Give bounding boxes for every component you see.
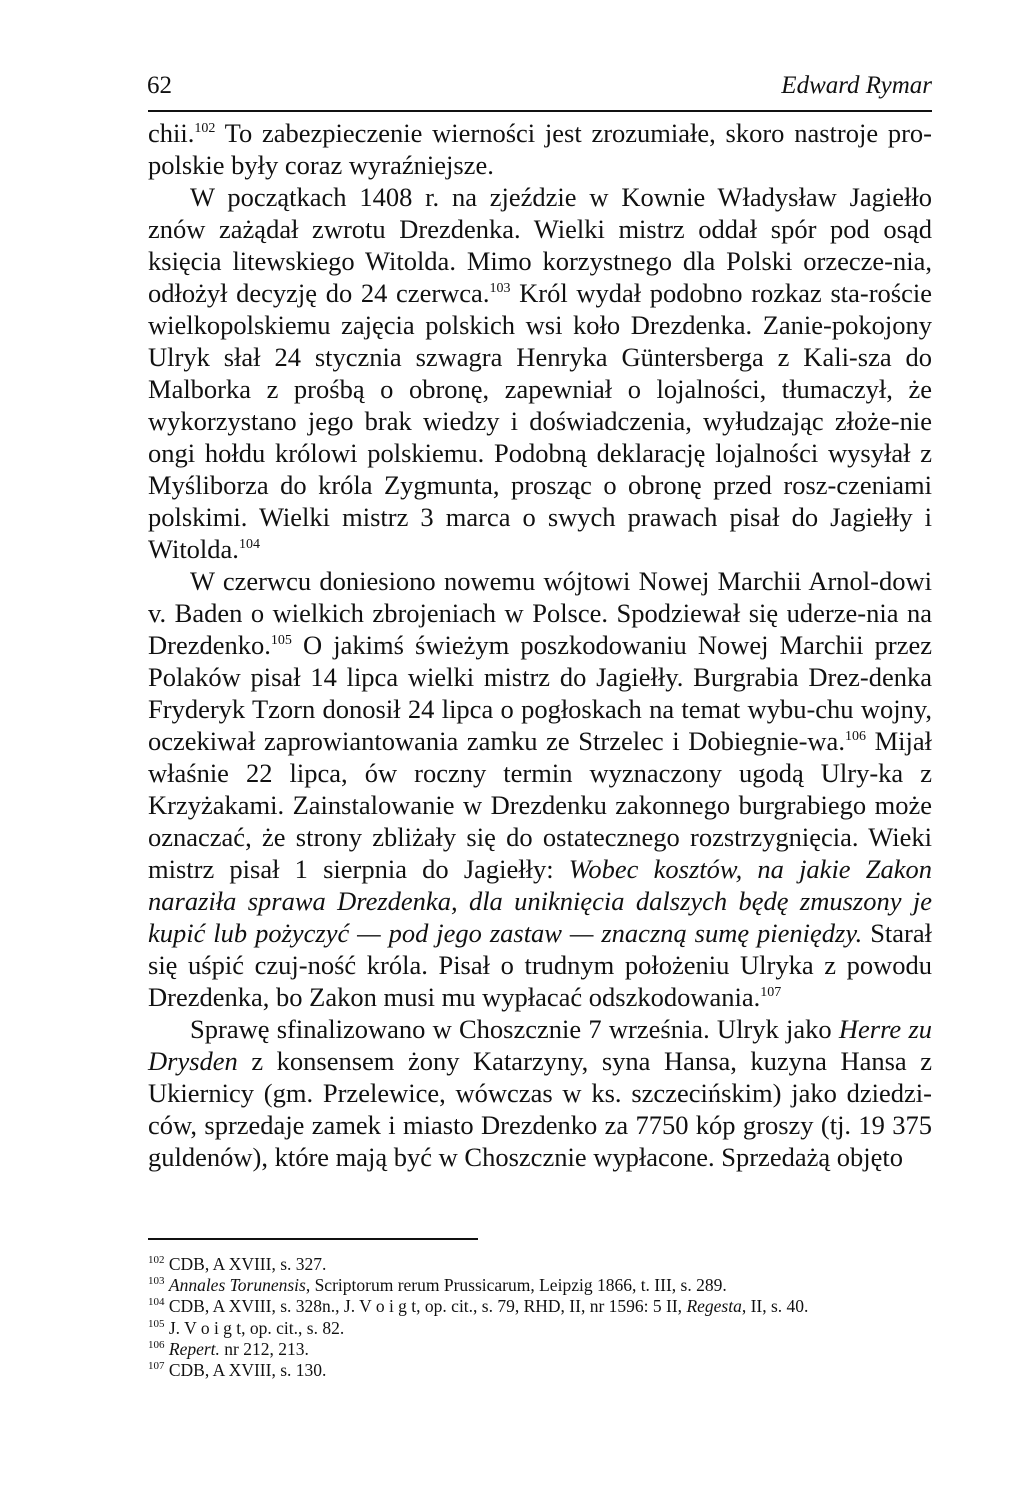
- text-run: nr 212, 213.: [219, 1338, 309, 1359]
- paragraph: [148, 117, 932, 181]
- italic-text: Wobec kosztów, na jakie Zakon naraziła sprawa Drezdenka, dla uniknięcia dalszych będę zmuszony je kupić lub pożyczyć — pod jego zastaw — znaczną sumę pieniędzy.: [148, 854, 932, 948]
- text-run: CDB, A XVIII, s. 328n., J. V o i g t, op. cit., s. 79, RHD, II, nr 1596: 5 II,: [164, 1296, 687, 1317]
- text-run: Król wydał podobno rozkaz sta-roście wielkopolskiemu zajęcia polskich wsi koło Drezdenka. Zanie-pokojony Ulryk słał 24 stycznia szwagra Henryka Güntersberga z Kali-sza do Malborka z prośbą o obronę, zapewniał o lojalności, tłumaczył, że wykorzystano jego brak wiedzy i doświadczenia, wyłudzając złoże-nie ongi hołdu królowi polskiemu. Podobną deklarację lojalności wysyłał z Myśliborza do króla Zygmunta, prosząc o obronę przed rosz-czeniami polskimi. Wielki mistrz 3 marca o swych prawach pisał do Jagiełły i Witolda.: [148, 278, 933, 564]
- text-run: , II, s. 40.: [741, 1296, 809, 1317]
- footnote-reference: 105: [270, 633, 292, 649]
- footnote-reference: 105: [148, 1317, 165, 1330]
- footnote-reference: 103: [148, 1275, 165, 1288]
- paragraph: [148, 181, 932, 565]
- footnote-reference: 102: [148, 1254, 165, 1267]
- italic-text: Repert.: [168, 1338, 220, 1359]
- footnote-reference: 107: [760, 985, 782, 1001]
- footnote-reference: 104: [238, 537, 260, 553]
- footnote: [148, 1275, 948, 1296]
- text-run: Sprawę sfinalizowano w Choszcznie 7 września. Ulryk jako: [190, 1014, 839, 1044]
- text-run: z konsensem żony Katarzyny, syna Hansa, kuzyna Hansa z Ukiernicy (gm. Przelewice, wówczas w ks. szczecińskim) jako dziedzi-ców, sprzedaje zamek i miasto Drezdenko za 7750 kóp groszy (tj. 19 375 guldenów), które mają być w Choszcznie wypłacone. Sprzedażą objęto: [148, 1046, 932, 1172]
- text-run: To zabezpieczenie wierności jest zrozumiałe, skoro nastroje pro-polskie były coraz wyraźniejsze.: [148, 118, 932, 180]
- running-head-author: Edward Rymar: [781, 72, 932, 99]
- footnote-separator: [148, 1238, 478, 1240]
- text-run: W czerwcu doniesiono nowemu wójtowi Nowej Marchii Arnol-dowi v. Baden o wielkich zbrojeniach w Polsce. Spodziewał się uderze-nia na Drezdenko.: [148, 566, 932, 660]
- page-header: [148, 70, 932, 112]
- text-run: J. V o i g t, op. cit., s. 82.: [164, 1317, 345, 1338]
- footnote: [148, 1296, 948, 1317]
- footnote-reference: 104: [148, 1296, 165, 1309]
- footnote-reference: 106: [844, 729, 866, 745]
- text-run: chii.: [148, 118, 195, 148]
- text-run: , Scriptorum rerum Prussicarum, Leipzig 1866, t. III, s. 289.: [305, 1275, 727, 1296]
- text-run: O jakimś świeżym poszkodowaniu Nowej Marchii przez Polaków pisał 14 lipca wielki mistrz do Jagiełły. Burgrabia Drez-denka Fryderyk Tzorn donosił 24 lipca o pogłoskach na temat wybu-chu wojny, oczekiwał zaprowiantowania zamku ze Strzelec i Dobiegnie-wa.: [148, 630, 932, 756]
- footnote: [148, 1318, 948, 1339]
- text-run: Mijał właśnie 22 lipca, ów roczny termin wyznaczony ugodą Ulry-ka z Krzyżakami. Zainstalowanie w Drezdenku zakonnego burgrabiego może oznaczać, że strony zbliżały się do ostatecznego rozstrzygnięcia. Wieki mistrz pisał 1 sierpnia do Jagiełły:: [148, 726, 932, 884]
- footnote: [148, 1360, 948, 1381]
- paragraph: [148, 1013, 932, 1173]
- text-run: CDB, A XVIII, s. 327.: [164, 1254, 327, 1274]
- footnote-list: [148, 1254, 948, 1381]
- footnote-reference: 106: [148, 1338, 165, 1351]
- text-run: W początkach 1408 r. na zjeździe w Kownie Władysław Jagiełło znów zażądał zwrotu Drezdenka. Wielki mistrz oddał spór pod osąd księcia litewskiego Witolda. Mimo korzystnego dla Polski orzecze-nia, odłożył decyzję do 24 czerwca.: [148, 182, 932, 308]
- body-text: [148, 117, 932, 1173]
- paragraph: [148, 565, 932, 1013]
- italic-text: Herre zu Drysden: [148, 1014, 933, 1076]
- footnote-reference: 103: [489, 281, 511, 297]
- footnotes: [148, 1238, 948, 1381]
- footnote-reference: 107: [148, 1360, 165, 1373]
- footnote: [148, 1254, 948, 1275]
- italic-text: Annales Torunensis: [168, 1275, 306, 1296]
- page-number: 62: [147, 72, 172, 99]
- footnote: [148, 1339, 948, 1360]
- footnote-reference: 102: [194, 121, 216, 137]
- text-run: Starał się uśpić czuj-ność króla. Pisał o trudnym położeniu Ulryka z powodu Drezdenka, bo Zakon musi mu wypłacać odszkodowania.: [148, 918, 933, 1012]
- text-run: CDB, A XVIII, s. 130.: [164, 1360, 327, 1381]
- page: [148, 70, 932, 1173]
- italic-text: Regesta: [686, 1296, 742, 1317]
